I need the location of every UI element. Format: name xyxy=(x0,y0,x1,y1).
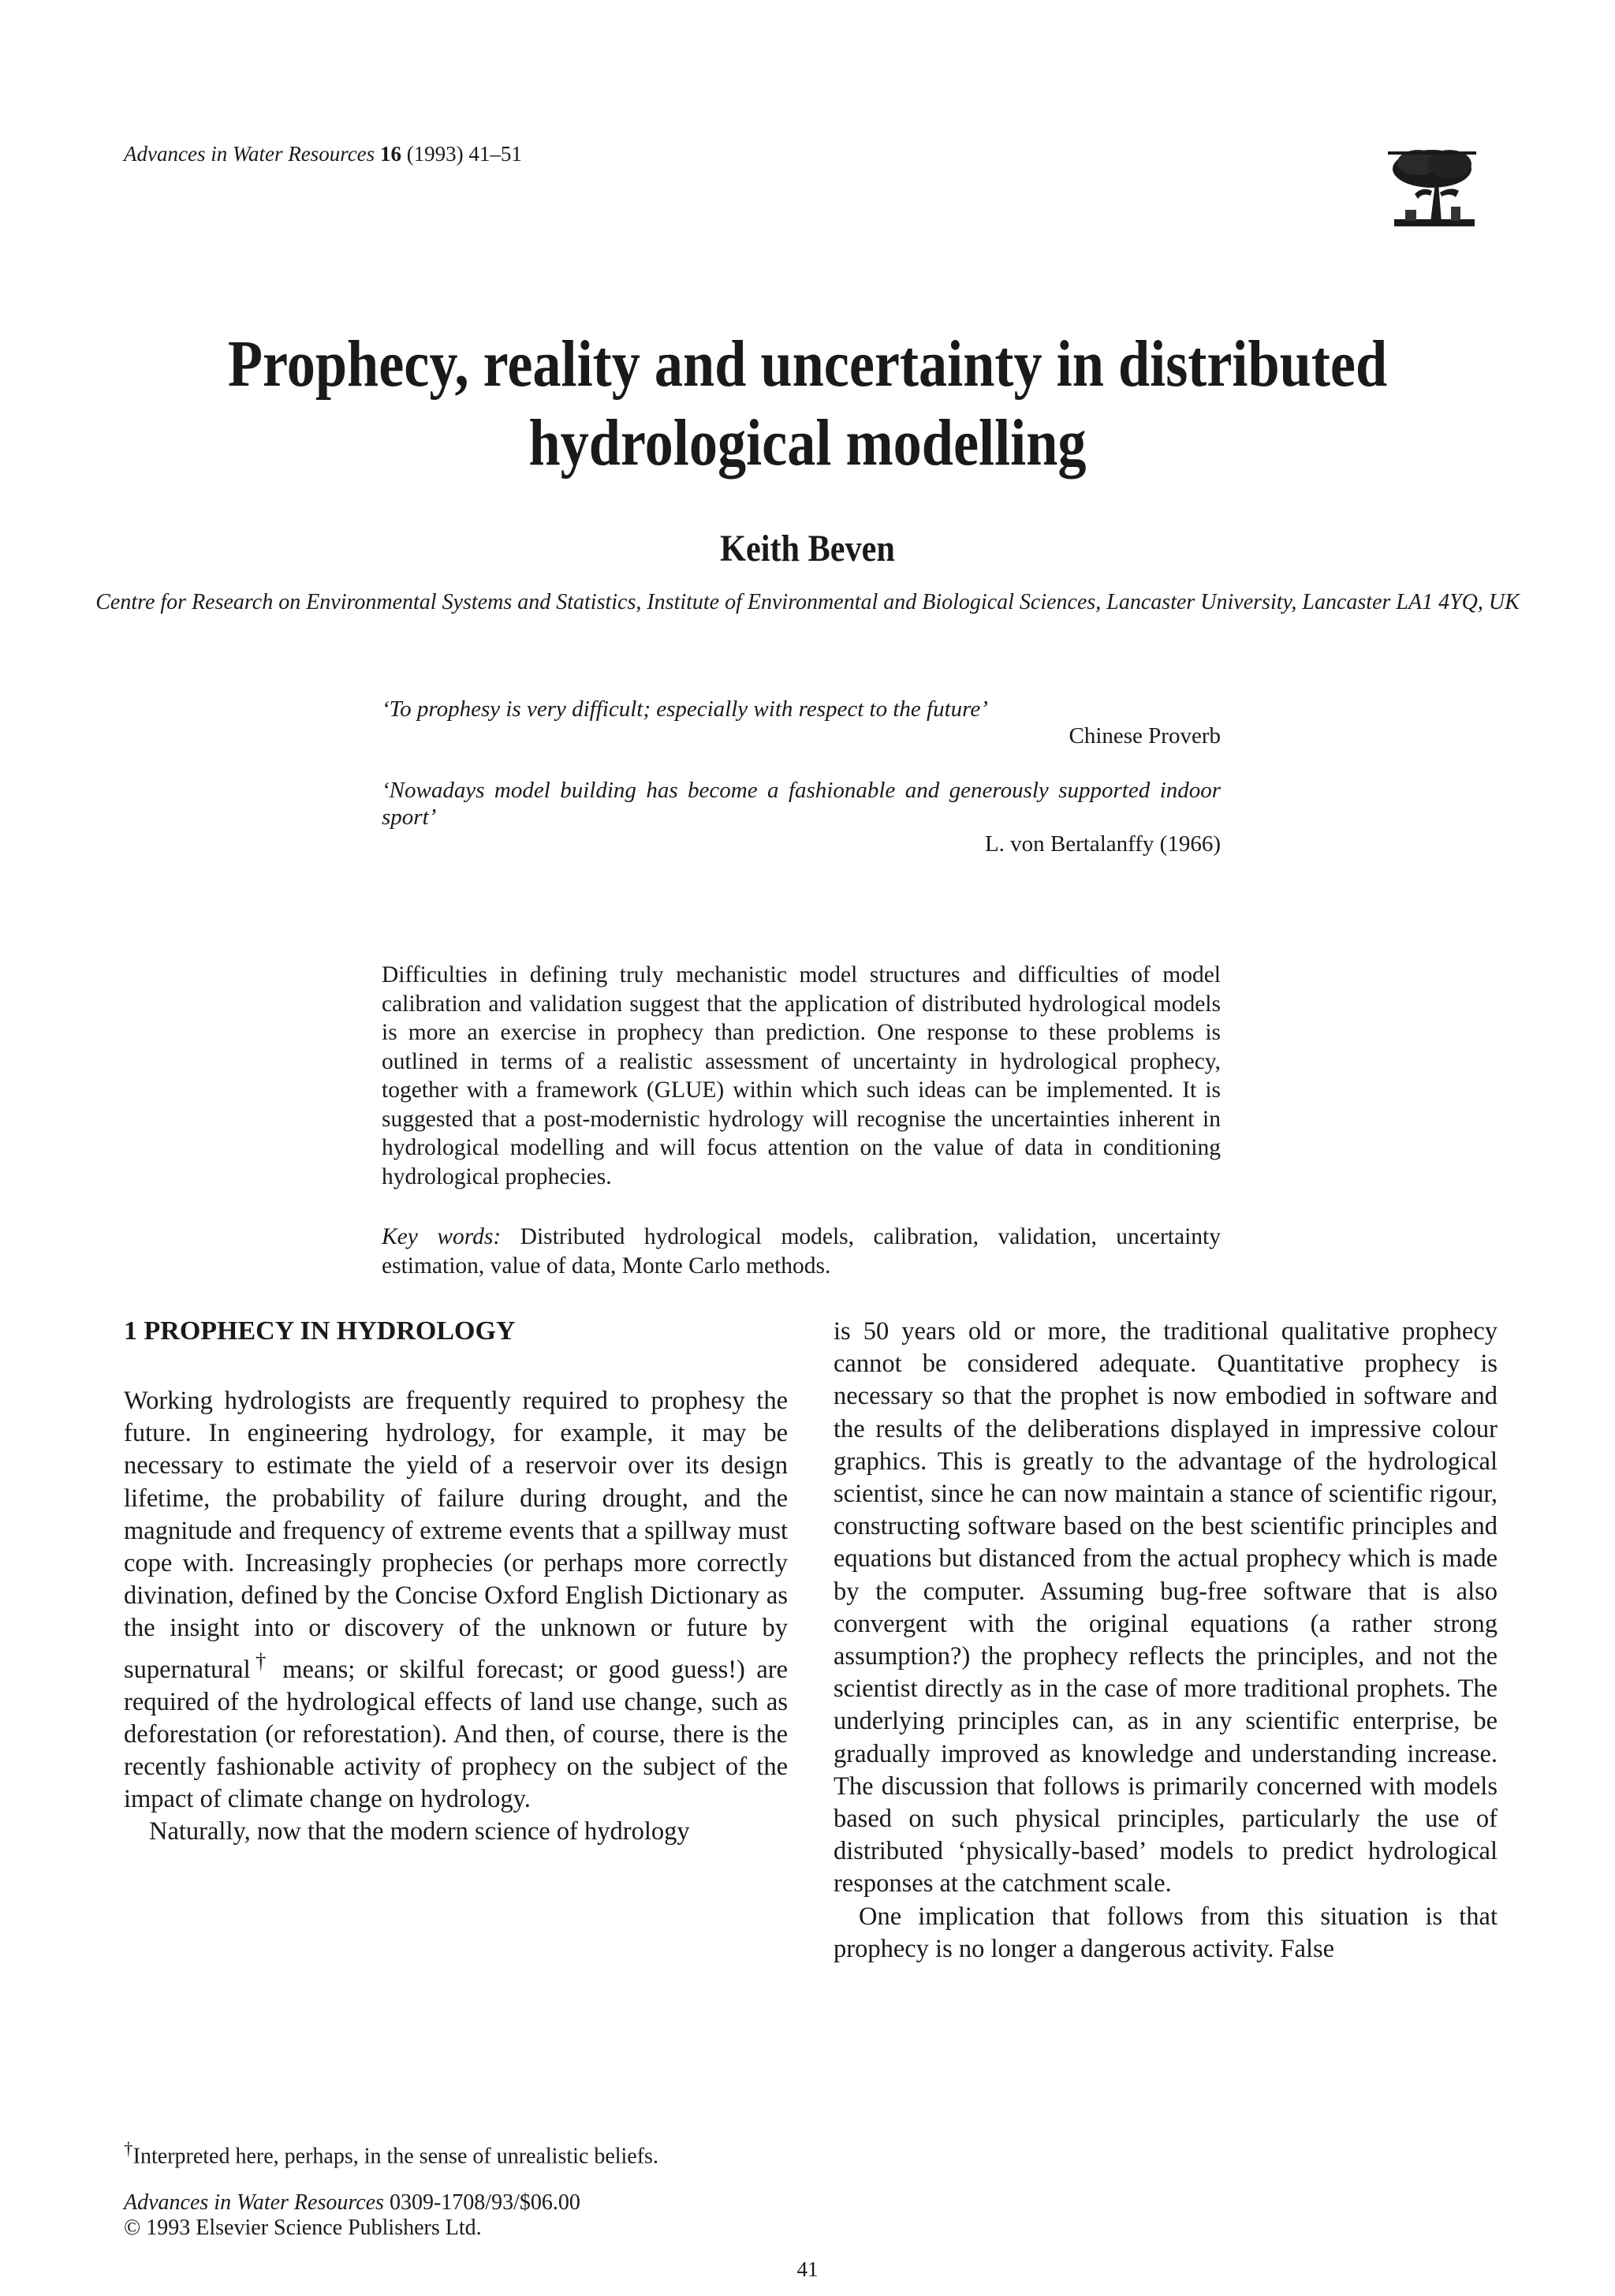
journal-year-pages: (1993) 41–51 xyxy=(406,142,522,166)
tree-icon xyxy=(1383,147,1481,232)
epigraph xyxy=(382,696,1221,749)
epigraph-source: Chinese Proverb xyxy=(1069,723,1221,749)
body-paragraph: Naturally, now that the modern science of hydrology xyxy=(149,1817,690,1846)
footnote-mark: † xyxy=(250,1648,271,1673)
keywords xyxy=(382,1223,1221,1280)
section-heading: 1 PROPHECY IN HYDROLOGY xyxy=(124,1316,516,1346)
journal-volume: 16 xyxy=(379,142,401,166)
body-paragraph: is 50 years old or more, the traditional qualitative prophecy cannot be considered adequate. Quantitative prophecy is necessary so that the prophet is now embodied in software and the results of the deliberations displayed in impressive colour graphics. This is greatly to the advantage of the hydrological scientist, since he can now maintain a stance of scientific rigour, constructing software based on the best scientific principles and equations but distanced from the actual prophecy which is made by the computer. Assuming bug-free software that is also convergent with the original equations (a rather strong assumption?) the prophecy reflects the principles, and not the scientist directly as in the case of more traditional prophets. The underlying principles can, as in any scientific enterprise, be gradually improved as knowledge and understanding increase. The discussion that follows is primarily concerned with models based on such physical principles, particularly the use of distributed ‘physically-based’ models to predict hydrological responses at the catchment scale. xyxy=(834,1317,1498,1898)
footnote-mark: † xyxy=(124,2139,133,2160)
body-paragraph: One implication that follows from this situation is that prophecy is no longer a dangerous activity. False xyxy=(834,1902,1498,1963)
epigraph xyxy=(382,777,1221,857)
author-affiliation: Centre for Research on Environmental Systems and Statistics, Institute of Environmental and Biological Sciences, Lancaster University, Lancaster LA1 4YQ, UK xyxy=(95,590,1520,614)
left-column xyxy=(124,1316,788,1849)
right-column xyxy=(834,1316,1498,1966)
page-number: 41 xyxy=(796,2257,819,2281)
abstract xyxy=(382,961,1221,1280)
keywords-label: Key words: xyxy=(382,1224,502,1249)
epigraph-source: L. von Bertalanffy (1966) xyxy=(984,831,1221,857)
journal-name: Advances in Water Resources xyxy=(124,142,375,166)
keywords-list: Distributed hydrological models, calibration, validation, uncertainty estimation, value of data, Monte Carlo methods. xyxy=(382,1224,1221,1279)
body-paragraph: Working hydrologists are frequently required to prophesy the future. In engineering hydrology, for example, it may be necessary to estimate the yield of a reservoir over its design lifetime, the probability of failure during drought, and the magnitude and frequency of extreme events that a spillway must cope with. Increasingly prophecies (or perhaps more correctly divination, defined by the Concise Oxford English Dictionary as the insight into or discovery of the unknown or future by supernatural† means; or skilful forecast; or good guess!) are required of the hydrological effects of land use change, such as deforestation (or reforestation). And then, of course, there is the recently fashionable activity of prophecy on the subject of the impact of climate change on hydrology. xyxy=(124,1387,788,1814)
running-head xyxy=(124,142,522,166)
article-title: Prophecy, reality and uncertainty in distributed hydrological modelling xyxy=(227,327,1388,480)
author-name: Keith Beven xyxy=(720,528,895,569)
abstract-text: Difficulties in defining truly mechanistic model structures and difficulties of model calibration and validation suggest that the application of distributed hydrological models is more an exercise in prophecy than prediction. One response to these problems is outlined in terms of a realistic assessment of uncertainty in hydrological prophecy, together with a framework (GLUE) within which such ideas can be implemented. It is suggested that a post-modernistic hydrology will recognise the uncertainties inherent in hydrological modelling and will focus attention on the value of data in conditioning hydrological prophecies. xyxy=(382,962,1221,1189)
footnote xyxy=(124,2136,788,2170)
imprint xyxy=(124,2190,788,2241)
imprint-code: 0309-1708/93/$06.00 xyxy=(383,2190,580,2215)
epigraph-text: ‘Nowadays model building has become a fashionable and generously supported indoor sport’ xyxy=(382,778,1221,830)
imprint-copyright: © 1993 Elsevier Science Publishers Ltd. xyxy=(124,2216,482,2240)
epigraph-text: ‘To prophesy is very difficult; especially with respect to the future’ xyxy=(382,696,988,722)
imprint-journal: Advances in Water Resources xyxy=(124,2190,384,2215)
footnote-text: Interpreted here, perhaps, in the sense of unrealistic beliefs. xyxy=(132,2144,658,2169)
